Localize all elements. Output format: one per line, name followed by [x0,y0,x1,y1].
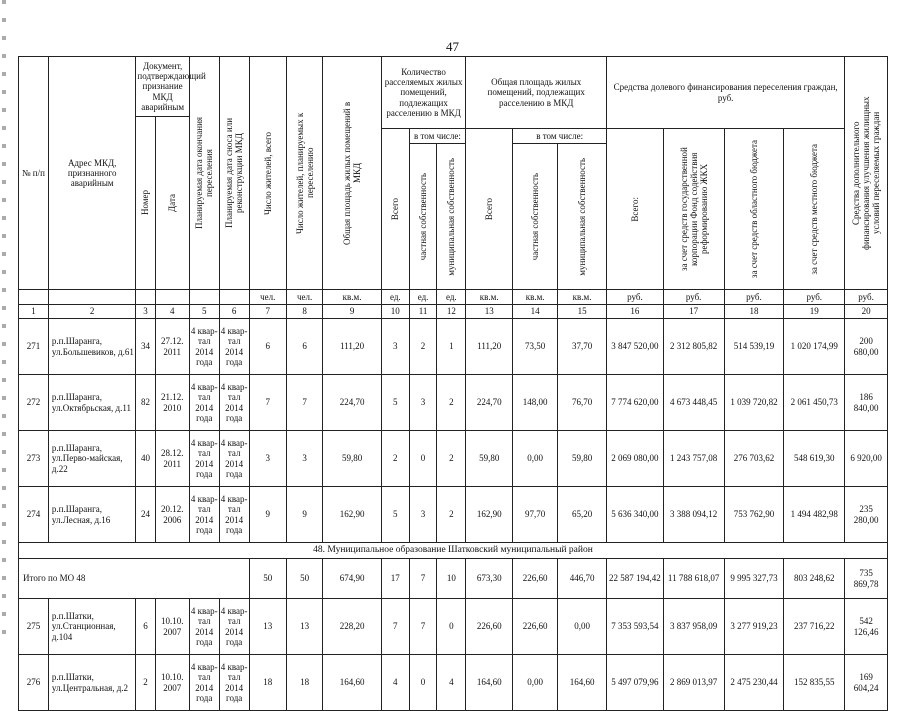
table-cell: 7 [409,599,437,655]
table-cell: 1 039 720,82 [724,375,784,431]
total-row [19,559,888,599]
table-cell: 164,60 [558,655,607,711]
table-cell: 228,20 [323,599,382,655]
total-cell: 446,70 [558,559,607,599]
table-cell: 37,70 [558,319,607,375]
unit-cell: чел. [286,290,322,305]
table-cell: 2 [437,375,466,431]
table-cell: 65,20 [558,487,607,543]
unit-cell [19,290,49,305]
header-residents-total: Число жителей, всего [262,131,273,215]
unit-cell: руб. [784,290,845,305]
header-funds-group: Средства долевого финансирования переселения граждан, руб. [607,57,845,129]
column-number-cell: 1 [19,305,49,319]
table-cell: 10.10. 2007 [155,599,189,655]
table-cell: 4 квар-тал 2014 года [189,655,219,711]
column-number-cell: 16 [607,305,664,319]
unit-cell: руб. [845,290,888,305]
header-num: № п/п [19,57,49,290]
table-cell: 152 835,55 [784,655,845,711]
column-number-cell: 8 [286,305,322,319]
units-row [19,290,888,305]
column-number-cell: 5 [189,305,219,319]
table-cell: 97,70 [513,487,558,543]
table-cell: 548 619,30 [784,431,845,487]
table-cell: 13 [286,599,322,655]
unit-cell: руб. [607,290,664,305]
table-row [19,375,888,431]
header-count-total: Всего [390,197,401,221]
header-total-area: Общая площадь жилых помещений в МКД [341,101,363,245]
address-cell: р.п.Шаранга, ул.Перво-майская, д.22 [48,431,136,487]
table-cell: 111,20 [323,319,382,375]
table-cell: 4 673 448,45 [663,375,724,431]
table-cell: 7 353 593,54 [607,599,664,655]
table-cell: 4 квар-тал 2014 года [219,487,249,543]
column-number-cell: 10 [381,305,409,319]
header-funds-local: за счет средств местного бюджета [809,143,820,275]
total-cell: 803 248,62 [784,559,845,599]
table-cell: 3 847 520,00 [607,319,664,375]
column-number-cell: 4 [155,305,189,319]
table-cell: 200 680,00 [845,319,888,375]
table-row [19,431,888,487]
table-cell: 753 762,90 [724,487,784,543]
address-cell: р.п.Шатки, ул.Центральная, д.2 [48,655,136,711]
unit-cell: ед. [409,290,437,305]
table-cell: 2 [437,431,466,487]
table-cell: 4 [437,655,466,711]
table-cell: 76,70 [558,375,607,431]
header-area-incl: в том числе: [513,129,607,144]
table-cell: 237 716,22 [784,599,845,655]
table-cell: 1 494 482,98 [784,487,845,543]
table-cell: 272 [19,375,49,431]
address-cell: р.п.Шаранга, ул.Октябрьская, д.11 [48,375,136,431]
table-cell: 2 [437,487,466,543]
header-count-group: Количество расселяемых жилых помещений, подлежащих расселению в МКД [381,57,465,129]
table-cell: 169 604,24 [845,655,888,711]
table-cell: 226,60 [466,599,513,655]
header-doc-number: Номер [140,190,151,216]
table-cell: 73,50 [513,319,558,375]
column-number-cell: 7 [249,305,286,319]
table-cell: 3 388 094,12 [663,487,724,543]
total-cell: 735 869,78 [845,559,888,599]
table-cell: 542 126,46 [845,599,888,655]
address-cell: р.п.Шатки, ул.Станционная, д.104 [48,599,136,655]
table-cell: 27.12. 2011 [155,319,189,375]
unit-cell: ед. [381,290,409,305]
unit-cell: руб. [724,290,784,305]
table-cell: 2 [381,431,409,487]
total-cell: 50 [286,559,322,599]
table-row [19,487,888,543]
table-cell: 7 [286,375,322,431]
table-row [19,599,888,655]
margin-dash-line [2,0,6,640]
table-cell: 0 [409,655,437,711]
header-count-municipal: муниципальная собственность [446,157,457,276]
table-cell: 7 [381,599,409,655]
total-cell: 7 [409,559,437,599]
table-cell: 4 квар-тал 2014 года [189,375,219,431]
column-number-cell: 13 [466,305,513,319]
column-number-cell: 20 [845,305,888,319]
table-cell: 224,70 [466,375,513,431]
total-cell: 10 [437,559,466,599]
header-area-total: Всего [484,197,495,221]
table-cell: 40 [136,431,155,487]
table-cell: 18 [249,655,286,711]
column-number-cell: 14 [513,305,558,319]
table-cell: 3 277 919,23 [724,599,784,655]
unit-cell [189,290,219,305]
table-cell: 2 [136,655,155,711]
table-cell: 2 [409,319,437,375]
table-cell: 10.10. 2007 [155,655,189,711]
unit-cell [136,290,155,305]
address-cell: р.п.Шаранга, ул.Лесная, д.16 [48,487,136,543]
table-cell: 7 [249,375,286,431]
table-cell: 226,60 [513,599,558,655]
table-cell: 4 квар-тал 2014 года [219,431,249,487]
table-cell: 20.12. 2006 [155,487,189,543]
table-row [19,655,888,711]
header-doc-date: Дата [167,194,178,212]
table-cell: 2 312 805,82 [663,319,724,375]
table-cell: 4 [381,655,409,711]
table-cell: 274 [19,487,49,543]
header-area-group: Общая площадь жилых помещений, подлежащих расселению в МКД [466,57,607,129]
unit-cell: ед. [437,290,466,305]
header-count-private: частная собственность [418,172,428,260]
unit-cell: руб. [663,290,724,305]
table-cell: 4 квар-тал 2014 года [219,319,249,375]
table-cell: 162,90 [466,487,513,543]
column-number-cell: 11 [409,305,437,319]
resettlement-table [18,56,888,711]
table-cell: 13 [249,599,286,655]
table-cell: 9 [286,487,322,543]
table-cell: 2 869 013,97 [663,655,724,711]
table-cell: 6 [286,319,322,375]
table-cell: 162,90 [323,487,382,543]
header-residents-planned: Число жителей, планируемых к переселению [294,112,315,234]
total-cell: 226,60 [513,559,558,599]
column-number-cell: 6 [219,305,249,319]
unit-cell: кв.м. [323,290,382,305]
table-cell: 3 837 958,09 [663,599,724,655]
table-cell: 1 [437,319,466,375]
column-number-cell: 12 [437,305,466,319]
table-cell: 59,80 [323,431,382,487]
table-cell: 273 [19,431,49,487]
total-cell: 50 [249,559,286,599]
table-cell: 276 703,62 [724,431,784,487]
table-cell: 224,70 [323,375,382,431]
table-cell: 0,00 [558,599,607,655]
table-cell: 1 020 174,99 [784,319,845,375]
table-cell: 4 квар-тал 2014 года [189,319,219,375]
table-cell: 24 [136,487,155,543]
table-cell: 111,20 [466,319,513,375]
table-cell: 164,60 [466,655,513,711]
table-cell: 0 [409,431,437,487]
table-cell: 0,00 [513,655,558,711]
header-count-incl: в том числе: [409,129,466,144]
table-cell: 271 [19,319,49,375]
table-cell: 2 061 450,73 [784,375,845,431]
column-number-cell: 19 [784,305,845,319]
table-cell: 21.12. 2010 [155,375,189,431]
table-cell: 6 [249,319,286,375]
table-cell: 164,60 [323,655,382,711]
total-cell: 17 [381,559,409,599]
column-number-cell: 9 [323,305,382,319]
table-cell: 4 квар-тал 2014 года [219,599,249,655]
header-document: Документ, подтверждающий признание МКД аварийным [136,57,189,117]
table-cell: 4 квар-тал 2014 года [189,487,219,543]
table-cell: 6 [136,599,155,655]
table-row [19,319,888,375]
unit-cell: кв.м. [558,290,607,305]
table-cell: 1 243 757,08 [663,431,724,487]
table-cell: 4 квар-тал 2014 года [219,655,249,711]
unit-cell: чел. [249,290,286,305]
column-numbers-row [19,305,888,319]
column-number-cell: 2 [48,305,136,319]
total-cell: 9 995 327,73 [724,559,784,599]
total-cell: 11 788 618,07 [663,559,724,599]
header-address: Адрес МКД, признанного аварийным [48,57,136,290]
table-cell: 18 [286,655,322,711]
column-number-cell: 3 [136,305,155,319]
column-number-cell: 15 [558,305,607,319]
table-cell: 0,00 [513,431,558,487]
table-cell: 28.12. 2011 [155,431,189,487]
unit-cell [48,290,136,305]
table-cell: 235 280,00 [845,487,888,543]
table-cell: 3 [249,431,286,487]
table-cell: 3 [286,431,322,487]
unit-cell: кв.м. [513,290,558,305]
header-funds-fund: за счет средств государственной корпорации Фонд содействия реформированию ЖКХ [678,147,709,271]
table-cell: 59,80 [558,431,607,487]
table-cell: 2 069 080,00 [607,431,664,487]
header-planned-demolish: Планируемая дата сноса или реконструкции МКД [224,117,245,229]
unit-cell [155,290,189,305]
header-funds-region: за счет средств областного бюджета [748,139,759,279]
table-cell: 0 [437,599,466,655]
header-area-municipal: муниципальная собственность [577,157,588,276]
table-cell: 276 [19,655,49,711]
column-number-cell: 17 [663,305,724,319]
header-planned-end: Планируемая дата окончания переселения [194,116,215,230]
unit-cell [219,290,249,305]
table-cell: 5 [381,375,409,431]
table-cell: 4 квар-тал 2014 года [189,599,219,655]
table-cell: 5 497 079,96 [607,655,664,711]
header-funds-total: Всего: [629,196,640,222]
table-cell: 5 636 340,00 [607,487,664,543]
header-extra-funds: Средства дополнительного финансирования улучшения жилищных условий переселяемых граждан [850,96,882,250]
table-cell: 275 [19,599,49,655]
table-cell: 4 квар-тал 2014 года [219,375,249,431]
column-number-cell: 18 [724,305,784,319]
total-cell: 22 587 194,42 [607,559,664,599]
table-cell: 3 [381,319,409,375]
table-cell: 34 [136,319,155,375]
table-cell: 2 475 230,44 [724,655,784,711]
table-cell: 4 квар-тал 2014 года [189,431,219,487]
table-cell: 7 774 620,00 [607,375,664,431]
table-cell: 3 [409,487,437,543]
page-number: 47 [446,39,459,54]
header-area-private: частная собственность [530,172,541,260]
table-cell: 186 840,00 [845,375,888,431]
total-cell: 673,30 [466,559,513,599]
table-cell: 514 539,19 [724,319,784,375]
total-cell: 674,90 [323,559,382,599]
table-cell: 5 [381,487,409,543]
table-cell: 59,80 [466,431,513,487]
table-cell: 9 [249,487,286,543]
unit-cell: кв.м. [466,290,513,305]
table-cell: 3 [409,375,437,431]
table-cell: 82 [136,375,155,431]
total-label: Итого по МО 48 [19,559,250,599]
table-cell: 6 920,00 [845,431,888,487]
address-cell: р.п.Шаранга, ул.Большевиков, д.61 [48,319,136,375]
section-title: 48. Муниципальное образование Шатковский муниципальный район [19,543,888,559]
table-cell: 148,00 [513,375,558,431]
